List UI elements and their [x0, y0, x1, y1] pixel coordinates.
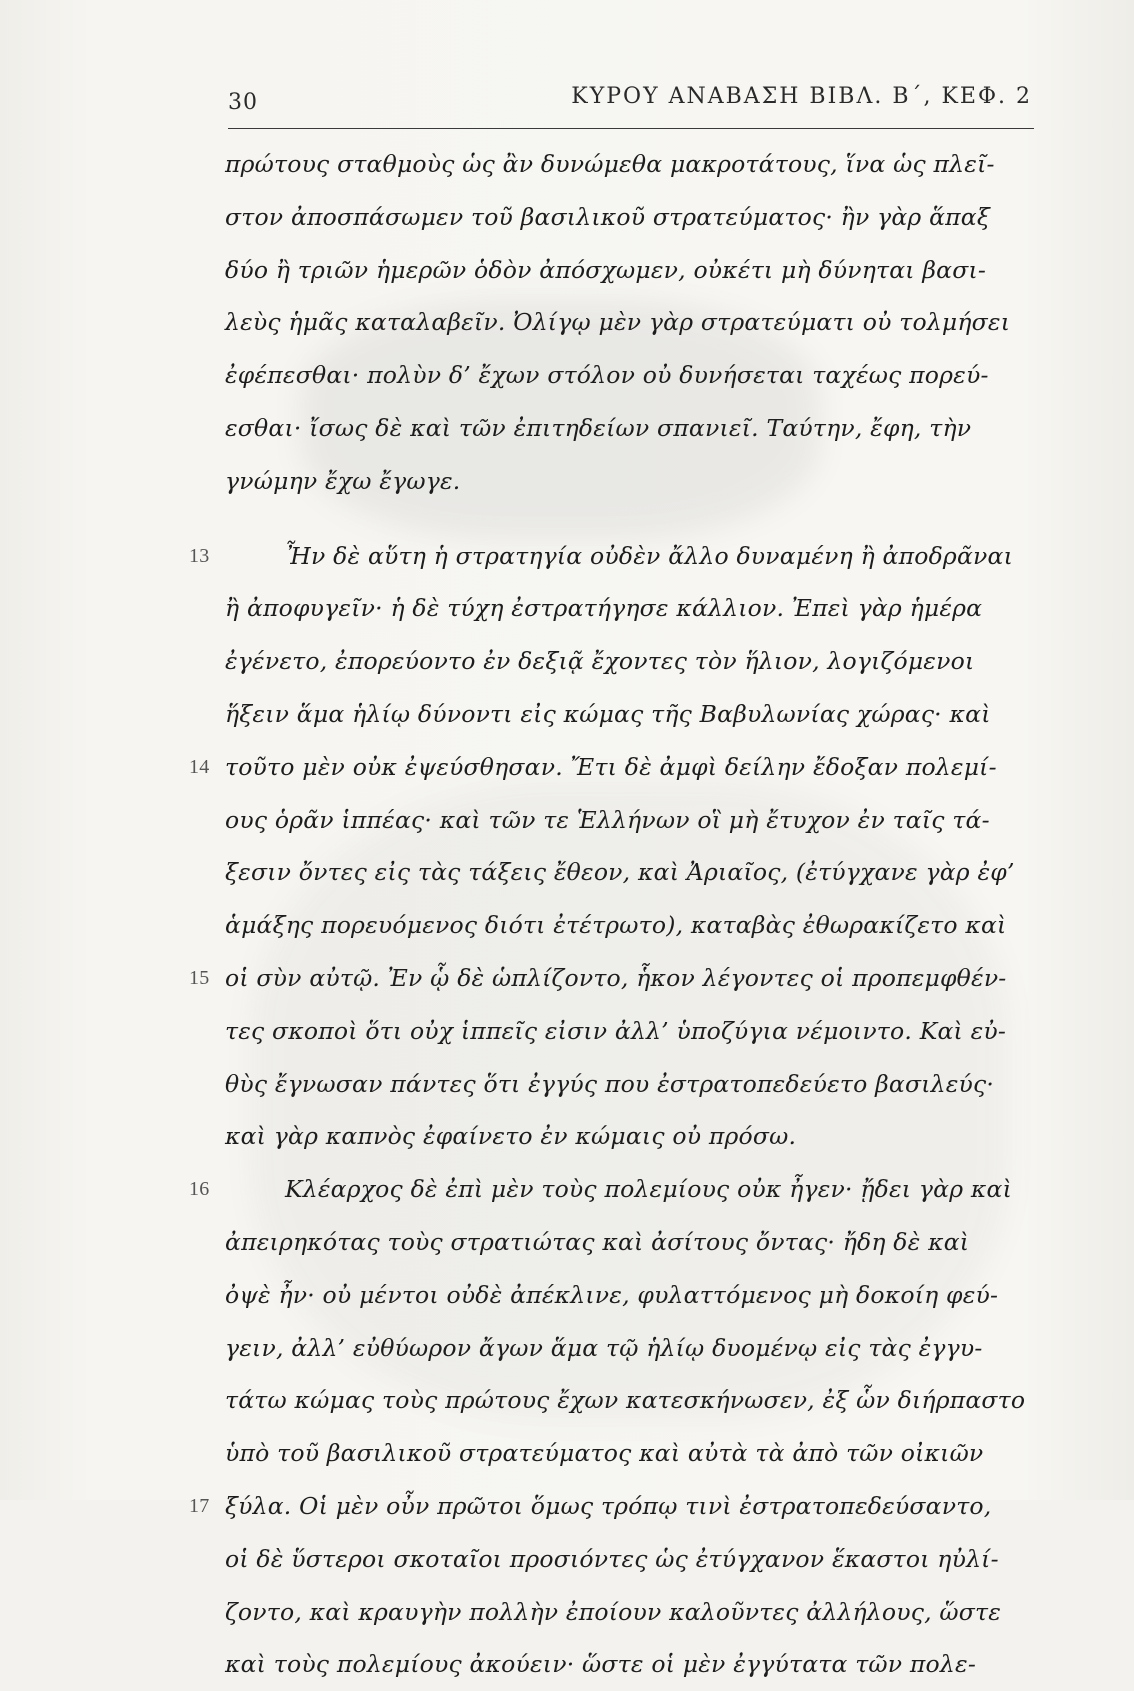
text-line	[189, 952, 1045, 1005]
body-text	[189, 138, 1045, 1691]
text-line: εσθαι· ἴσως δὲ καὶ τῶν ἐπιτηδείων σπανιεῖ. Ταύτην, ἔφη, τὴν	[225, 413, 972, 442]
text-line: γειν, ἀλλ’ εὐθύωρον ἄγων ἅμα τῷ ἡλίῳ δυομένῳ εἰς τὰς ἐγγυ-	[225, 1333, 983, 1362]
text-line: τάτω κώμας τοὺς πρώτους ἔχων κατεσκήνωσεν, ἐξ ὧν διήρπαστο	[225, 1386, 1026, 1415]
text-line: θὺς ἔγνωσαν πάντες ὅτι ἐγγύς που ἐστρατοπεδεύετο βασιλεύς·	[225, 1069, 995, 1098]
line-text: Ἦν δὲ αὕτη ἡ στρατηγία οὐδὲν ἄλλο δυναμένη ἢ ἀποδρᾶναι	[285, 541, 1013, 570]
text-line: ζοντο, καὶ κραυγὴν πολλὴν ἐποίουν καλοῦντες ἀλλήλους, ὥστε	[225, 1597, 1002, 1626]
text-line	[189, 530, 1045, 583]
text-line: ἀπειρηκότας τοὺς στρατιώτας καὶ ἀσίτους ὄντας· ἤδη δὲ καὶ	[225, 1227, 970, 1256]
text-line: ξεσιν ὄντες εἰς τὰς τάξεις ἔθεον, καὶ Ἀριαῖος, (ἐτύγχανε γὰρ ἐφ’	[225, 858, 1015, 887]
section-number: 13	[189, 544, 210, 567]
text-line: ἐγένετο, ἐπορεύοντο ἐν δεξιᾷ ἔχοντες τὸν ἥλιον, λογιζόμενοι	[225, 647, 975, 676]
text-line: ὀψὲ ἦν· οὐ μέντοι οὐδὲ ἀπέκλινε, φυλαττόμενος μὴ δοκοίη φεύ-	[225, 1280, 999, 1309]
section-number: 16	[189, 1178, 210, 1201]
header-rule	[228, 128, 1034, 129]
section-number: 15	[189, 966, 210, 989]
section-number: 17	[189, 1494, 210, 1517]
line-text: Κλέαρχος δὲ ἐπὶ μὲν τοὺς πολεμίους οὐκ ἦγεν· ᾔδει γὰρ καὶ	[285, 1175, 1012, 1204]
text-line: ἢ ἀποφυγεῖν· ἡ δὲ τύχη ἐστρατήγησε κάλλιον. Ἐπεὶ γὰρ ἡμέρα	[225, 594, 983, 623]
section-number: 14	[189, 755, 210, 778]
paragraph	[189, 530, 1045, 1691]
line-text: ξύλα. Οἱ μὲν οὖν πρῶτοι ὅμως τρόπῳ τινὶ ἐστρατοπεδεύσαντο,	[225, 1491, 992, 1520]
text-line: ους ὁρᾶν ἱππέας· καὶ τῶν τε Ἑλλήνων οἳ μὴ ἔτυχον ἐν ταῖς τά-	[225, 805, 990, 834]
line-text: οἱ σὺν αὐτῷ. Ἐν ᾧ δὲ ὡπλίζοντο, ἧκον λέγοντες οἱ προπεμφθέν-	[225, 963, 1007, 992]
text-line: λεὺς ἡμᾶς καταλαβεῖν. Ὀλίγῳ μὲν γὰρ στρατεύματι οὐ τολμήσει	[225, 308, 1011, 337]
text-line: πρώτους σταθμοὺς ὡς ἂν δυνώμεθα μακροτάτους, ἵνα ὡς πλεῖ-	[225, 150, 995, 178]
text-line	[189, 741, 1045, 794]
text-line: καὶ τοὺς πολεμίους ἀκούειν· ὥστε οἱ μὲν ἐγγύτατα τῶν πολε-	[225, 1650, 976, 1679]
text-line: γνώμην ἔχω ἔγωγε.	[225, 466, 461, 495]
text-line: καὶ γὰρ καπνὸς ἐφαίνετο ἐν κώμαις οὐ πρόσω.	[225, 1122, 797, 1151]
line-text: τοῦτο μὲν οὐκ ἐψεύσθησαν. Ἔτι δὲ ἀμφὶ δείλην ἔδοξαν πολεμί-	[225, 752, 997, 781]
text-line: ἐφέπεσθαι· πολὺν δ’ ἔχων στόλον οὐ δυνήσεται ταχέως πορεύ-	[225, 361, 989, 390]
text-line: ὑπὸ τοῦ βασιλικοῦ στρατεύματος καὶ αὐτὰ τὰ ἀπὸ τῶν οἰκιῶν	[225, 1439, 984, 1468]
running-title: ΚΥΡΟΥ ΑΝΑΒΑΣΗ ΒΙΒΛ. Β΄, ΚΕΦ. 2	[571, 84, 1032, 109]
text-line	[189, 1480, 1045, 1533]
text-line: οἱ δὲ ὕστεροι σκοταῖοι προσιόντες ὡς ἐτύγχανον ἕκαστοι ηὐλί-	[225, 1544, 999, 1573]
text-line: δύο ἢ τριῶν ἡμερῶν ὁδὸν ἀπόσχωμεν, οὐκέτι μὴ δύνηται βασι-	[225, 255, 987, 284]
page-header	[228, 78, 1034, 126]
text-line	[189, 1163, 1045, 1216]
text-line: ἥξειν ἅμα ἡλίῳ δύνοντι εἰς κώμας τῆς Βαβυλωνίας χώρας· καὶ	[225, 699, 991, 728]
text-line: στον ἀποσπάσωμεν τοῦ βασιλικοῦ στρατεύματος· ἢν γὰρ ἅπαξ	[225, 202, 991, 231]
paragraph	[225, 138, 1045, 508]
text-line: ἁμάξης πορευόμενος διότι ἐτέτρωτο), καταβὰς ἐθωρακίζετο καὶ	[225, 911, 1007, 940]
page-number: 30	[228, 90, 258, 115]
text-line: τες σκοποὶ ὅτι οὐχ ἱππεῖς εἰσιν ἀλλ’ ὑποζύγια νέμοιντο. Καὶ εὐ-	[225, 1016, 1007, 1045]
